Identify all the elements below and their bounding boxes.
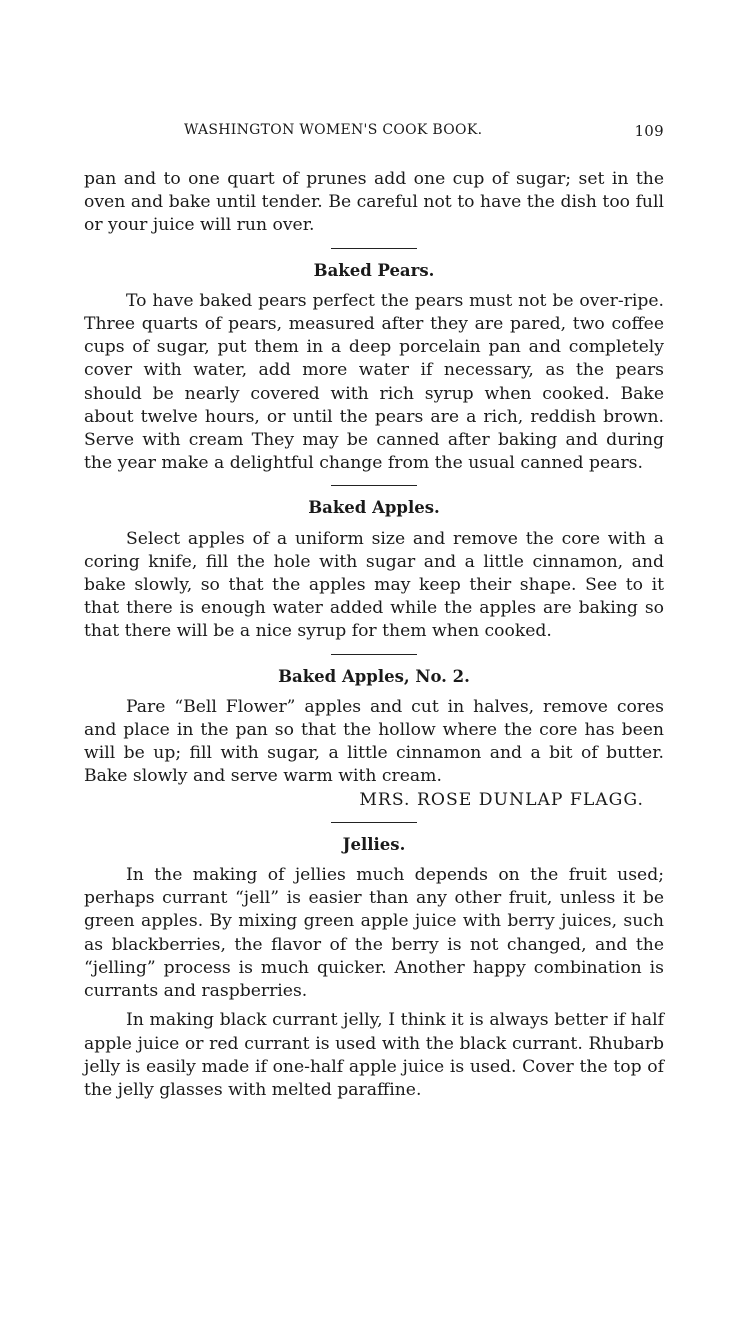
- recipe-paragraph: In making black currant jelly, I think it is always better if half apple juice or red currant is used with the black currant. Rhubarb jelly is easily made if one-half apple juice is used. Cover the top of the jelly glasses with melted paraffine.: [84, 1010, 664, 1100]
- running-title: WASHINGTON WOMEN'S COOK BOOK.: [184, 122, 483, 138]
- intro-paragraph: pan and to one quart of prunes add one cup of sugar; set in the oven and bake until tender. Be careful not to have the dish too full or your juice will run over.: [84, 169, 664, 236]
- recipe-title: Jellies.: [342, 834, 406, 854]
- recipe-title: Baked Apples, No. 2.: [278, 666, 470, 686]
- recipe-baked-pears: [84, 259, 664, 476]
- recipe-paragraph: To have baked pears perfect the pears must not be over-ripe. Three quarts of pears, measured after they are pared, two coffee cups of sugar, put them in a deep porcelain pan and completely cover with water, add more water if necessary, as the pears should be nearly covered with rich syrup when cooked. Bake about twelve hours, or until the pears are a rich, reddish brown. Serve with cream They may be canned after baking and during the year make a delightful change from the usual canned pears.: [84, 290, 664, 474]
- section-divider: [331, 485, 417, 486]
- page-body: [84, 168, 664, 1102]
- section-divider: [331, 822, 417, 823]
- section-divider: [331, 248, 417, 249]
- recipe-baked-apples: [84, 496, 664, 643]
- recipe-paragraph: Select apples of a uniform size and remove the core with a coring knife, fill the hole with sugar and a little cinnamon, and bake slowly, so that the apples may keep their shape. See to it that there is enough water added while the apples are baking so that there will be a nice syrup for them when cooked.: [84, 528, 664, 642]
- recipe-baked-apples-no-2: [84, 665, 664, 812]
- recipe-title: Baked Pears.: [313, 260, 435, 280]
- recipe-signature: MRS. ROSE DUNLAP FLAGG.: [359, 789, 644, 810]
- recipe-paragraph: In the making of jellies much depends on the fruit used; perhaps currant “jell” is easier than any other fruit, unless it be green apples. By mixing green apple juice with berry juices, such as blackberries, the flavor of the berry is not changed, and the “jelling” process is much quicker. Another happy combination is currants and raspberries.: [84, 865, 664, 1002]
- recipe-paragraph: Pare “Bell Flower” apples and cut in halves, remove cores and place in the pan so that the hollow where the core has been will be up; fill with sugar, a little cinnamon and a bit of butter. Bake slowly and serve warm with cream.: [84, 696, 664, 787]
- recipe-title: Baked Apples.: [308, 498, 440, 518]
- recipe-jellies: [84, 833, 664, 1102]
- page-number: 109: [634, 122, 664, 140]
- section-divider: [331, 654, 417, 655]
